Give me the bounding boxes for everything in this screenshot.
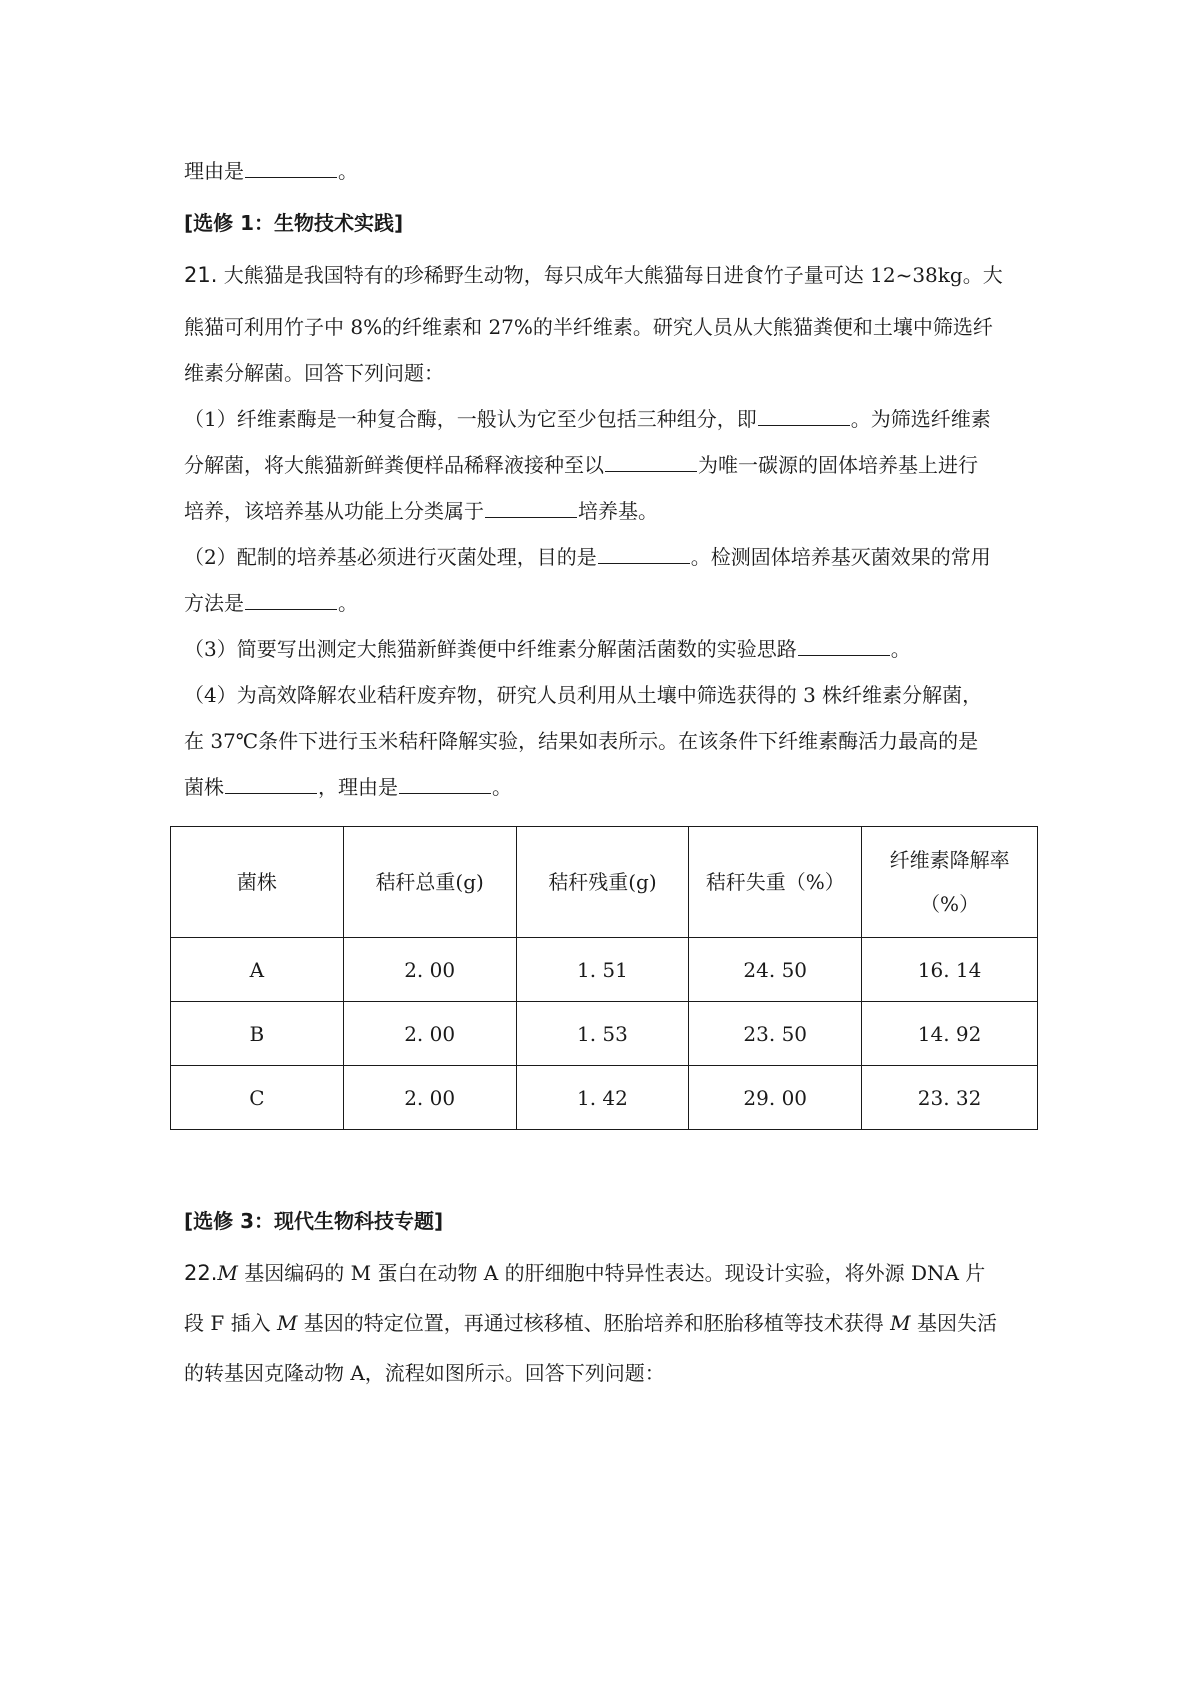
answer-blank[interactable] <box>798 633 890 656</box>
table-header-cell: 菌株 <box>171 827 344 938</box>
document-body-continued <box>184 1198 1036 1396</box>
q22-line-1: 22.M 基因编码的 M 蛋白在动物 A 的肝细胞中特异性表达。现设计实验，将外源 DNA 片 <box>184 1261 986 1285</box>
answer-blank[interactable] <box>245 155 337 178</box>
table-cell: 2. 00 <box>343 938 516 1002</box>
q21-part4-line-1: （4）为高效降解农业秸秆废弃物，研究人员利用从土壤中筛选获得的 3 株纤维素分解菌， <box>184 683 983 707</box>
table-header-cell: 秸秆总重(g) <box>343 827 516 938</box>
table-cell: 1. 51 <box>516 938 689 1002</box>
q21-intro-line-3: 维素分解菌。回答下列问题： <box>184 361 444 385</box>
q21-part4-line-3: 菌株 ，理由是 。 <box>184 764 1036 810</box>
question-number: 22. <box>184 1261 218 1285</box>
answer-blank[interactable] <box>605 449 697 472</box>
table-header-cell: 秸秆残重(g) <box>516 827 689 938</box>
section-heading-elective-3: [选修 3：现代生物科技专题] <box>184 1209 444 1233</box>
answer-blank[interactable] <box>485 495 577 518</box>
question-number: 21. <box>184 263 218 287</box>
table-cell: 2. 00 <box>343 1066 516 1130</box>
answer-blank[interactable] <box>758 403 850 426</box>
table-header-cell: 秸秆失重（%） <box>689 827 862 938</box>
section-heading-elective-1: [选修 1：生物技术实践] <box>184 211 404 235</box>
q21-part4-line-2: 在 37℃条件下进行玉米秸秆降解实验，结果如表所示。在该条件下纤维素酶活力最高的是 <box>184 729 979 753</box>
header-unit: （%） <box>920 892 980 916</box>
q21-part1-line-3: 培养，该培养基从功能上分类属于 培养基。 <box>184 488 1036 534</box>
table-cell: 16. 14 <box>862 938 1038 1002</box>
q21-part2-line-1: （2）配制的培养基必须进行灭菌处理，目的是 。检测固体培养基灭菌效果的常用 <box>184 534 1036 580</box>
q21-part1-line-2: 分解菌，将大熊猫新鲜粪便样品稀释液接种至以 为唯一碳源的固体培养基上进行 <box>184 442 1036 488</box>
table-cell: A <box>171 938 344 1002</box>
table-row <box>171 938 1038 1002</box>
q21-part3-line: （3）简要写出测定大熊猫新鲜粪便中纤维素分解菌活菌数的实验思路 。 <box>184 626 1036 672</box>
header-label: 纤维素降解率 <box>889 848 1010 872</box>
results-table <box>170 826 1038 1130</box>
answer-blank[interactable] <box>399 771 491 794</box>
table-cell: 23. 32 <box>862 1066 1038 1130</box>
answer-blank[interactable] <box>598 541 690 564</box>
q21-intro-line-1: 21. 大熊猫是我国特有的珍稀野生动物，每只成年大熊猫每日进食竹子量可达 12~38kg。大 <box>184 263 1003 287</box>
top-line: 理由是 。 <box>184 148 1036 194</box>
table-header-cell <box>862 827 1038 938</box>
document-body <box>184 148 1036 810</box>
table-row <box>171 1066 1038 1130</box>
q21-part1-line-1: （1）纤维素酶是一种复合酶，一般认为它至少包括三种组分，即 。为筛选纤维素 <box>184 396 1036 442</box>
answer-blank[interactable] <box>225 771 317 794</box>
table-cell: 1. 42 <box>516 1066 689 1130</box>
gene-name: M <box>890 1311 911 1335</box>
q22-line-2: 段 F 插入 M 基因的特定位置，再通过核移植、胚胎培养和胚胎移植等技术获得 M 基因失活 <box>184 1311 997 1335</box>
q22-line-3: 的转基因克隆动物 A，流程如图所示。回答下列问题： <box>184 1361 665 1385</box>
table-cell: 29. 00 <box>689 1066 862 1130</box>
table-cell: B <box>171 1002 344 1066</box>
q21-intro-line-2: 熊猫可利用竹子中 8%的纤维素和 27%的半纤维素。研究人员从大熊猫粪便和土壤中筛选纤 <box>184 315 993 339</box>
gene-name: M <box>217 1261 238 1285</box>
table-header-row <box>171 827 1038 938</box>
table-cell: 14. 92 <box>862 1002 1038 1066</box>
table-row <box>171 1002 1038 1066</box>
table-cell: C <box>171 1066 344 1130</box>
table-cell: 1. 53 <box>516 1002 689 1066</box>
table-cell: 23. 50 <box>689 1002 862 1066</box>
q21-part2-line-2: 方法是 。 <box>184 580 1036 626</box>
table-cell: 2. 00 <box>343 1002 516 1066</box>
table-cell: 24. 50 <box>689 938 862 1002</box>
answer-blank[interactable] <box>245 587 337 610</box>
gene-name: M <box>276 1311 298 1335</box>
